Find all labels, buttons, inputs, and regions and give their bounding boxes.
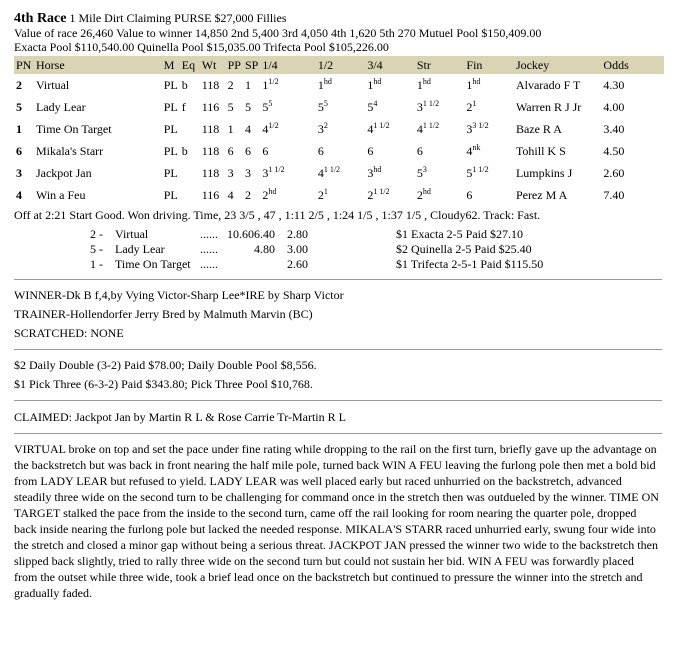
cell-value: 3 [244, 165, 251, 180]
table-cell-pp [226, 74, 243, 96]
daily-double-line: $2 Daily Double (3-2) Paid $78.00; Daily Double Pool $8,556. [14, 358, 317, 372]
cell-value: 6 [262, 143, 269, 158]
exotic-payout: $2 Quinella 2-5 Paid $25.40 [396, 242, 532, 256]
cell-value: Time On Target [35, 121, 112, 136]
trainer-line: TRAINER-Hollendorfer Jerry Bred by Malmuth Marvin (BC) [14, 307, 313, 321]
value-line: Value of race 26,460 Value to winner 14,850 2nd 5,400 3rd 4,050 4th 1,620 5th 270 Mutuel Pool $150,409.00 [14, 26, 542, 40]
column-header: PN [14, 56, 34, 74]
table-cell-str [415, 74, 465, 96]
payout-dots: ...... [200, 242, 218, 256]
payout-pn: 1 - [90, 257, 103, 271]
cell-value: 1 [466, 77, 473, 92]
cell-value: 5 [317, 99, 324, 114]
payout-place: 6.40 [254, 227, 275, 241]
cell-value: Jackpot Jan [35, 165, 92, 180]
table-cell-horse [34, 162, 162, 184]
table-cell-pn [14, 162, 34, 184]
cell-value: Warren R J Jr [515, 99, 582, 114]
table-cell-pn [14, 140, 34, 162]
cell-value: 3 [227, 165, 234, 180]
table-cell-pp [226, 184, 243, 206]
table-cell-eq [180, 96, 200, 118]
claimed-line: CLAIMED: Jackpot Jan by Martin R L & Rose Carrie Tr-Martin R L [14, 410, 346, 424]
cell-value: Tohill K S [515, 143, 566, 158]
table-cell-horse [34, 118, 162, 140]
cell-value: Lady Lear [35, 99, 86, 114]
payout-dots: ...... [200, 227, 218, 241]
margin-superscript: nk [472, 142, 481, 152]
table-cell-q1 [260, 118, 315, 140]
cell-value: 3 [262, 165, 269, 180]
margin-superscript: 2 [323, 120, 328, 130]
table-cell-sp [243, 118, 260, 140]
cell-value: 4.30 [603, 77, 625, 92]
column-header: Odds [601, 56, 664, 74]
cell-value: 5 [227, 99, 234, 114]
table-cell-pn [14, 96, 34, 118]
cell-value: PL [163, 121, 178, 136]
cell-value: 1 [227, 121, 234, 136]
table-cell-wt [200, 118, 226, 140]
column-header: 3/4 [365, 56, 415, 74]
off-time-line: Off at 2:21 Start Good. Won driving. Time, 23 3/5 , 47 , 1:11 2/5 , 1:24 1/5 , 1:37 1/5 , Cloudy62. Track: Fast. [14, 208, 541, 222]
cell-value: 1 [244, 77, 251, 92]
cell-value: 3 [416, 99, 423, 114]
cell-value: 1 [262, 77, 269, 92]
cell-value: 5 [16, 99, 22, 114]
race-title-line [14, 11, 688, 26]
table-cell-horse [34, 96, 162, 118]
margin-superscript: 1 1/2 [373, 120, 390, 130]
table-row [14, 118, 664, 140]
payout-pn: 5 - [90, 242, 103, 256]
table-cell-wt [200, 96, 226, 118]
table-cell-q1 [260, 140, 315, 162]
margin-superscript: hd [422, 76, 431, 86]
table-header-row [14, 56, 664, 74]
table-row [14, 184, 664, 206]
column-header: Jockey [514, 56, 601, 74]
margin-superscript: 1 1/2 [472, 164, 489, 174]
cell-value: 2 [367, 187, 374, 202]
cell-value: b [181, 77, 188, 92]
cell-value: 5 [244, 99, 251, 114]
cell-value: PL [163, 99, 178, 114]
column-header: Str [415, 56, 465, 74]
cell-value: PL [163, 187, 178, 202]
cell-value: 2 [416, 187, 423, 202]
table-cell-sp [243, 140, 260, 162]
cell-value: Win a Feu [35, 187, 86, 202]
margin-superscript: 4 [373, 98, 378, 108]
cell-value: 4 [317, 165, 324, 180]
cell-value: 2 [16, 77, 22, 92]
cell-value: 6 [416, 143, 423, 158]
winner-block [14, 286, 688, 343]
cell-value: 3 [16, 165, 22, 180]
table-cell-q3 [365, 162, 415, 184]
table-row [14, 96, 664, 118]
cell-value: 4.50 [603, 143, 625, 158]
cell-value: b [181, 143, 188, 158]
winner-line: WINNER-Dk B f,4,by Vying Victor-Sharp Lee*IRE by Sharp Victor [14, 288, 344, 302]
cell-value: 5 [262, 99, 269, 114]
table-cell-wt [200, 74, 226, 96]
payout-show: 3.00 [287, 242, 308, 256]
payout-horse: Virtual [115, 227, 149, 241]
cell-value: PL [163, 165, 178, 180]
table-row [14, 140, 664, 162]
table-cell-odds [601, 74, 664, 96]
table-cell-m [162, 118, 180, 140]
table-cell-jockey [514, 96, 601, 118]
pool-line: Exacta Pool $110,540.00 Quinella Pool $15,035.00 Trifecta Pool $105,226.00 [14, 40, 389, 54]
margin-superscript: 5 [268, 98, 273, 108]
table-cell-q3 [365, 118, 415, 140]
table-cell-jockey [514, 140, 601, 162]
cell-value: Lumpkins J [515, 165, 573, 180]
table-cell-q1 [260, 162, 315, 184]
table-cell-pp [226, 140, 243, 162]
table-cell-eq [180, 118, 200, 140]
cell-value: 1 [416, 77, 423, 92]
table-row [14, 162, 664, 184]
table-cell-wt [200, 162, 226, 184]
column-header: Horse [34, 56, 162, 74]
table-cell-jockey [514, 162, 601, 184]
table-cell-pp [226, 118, 243, 140]
margin-superscript: 1 1/2 [373, 186, 390, 196]
margin-superscript: 5 [323, 98, 328, 108]
cell-value: 118 [201, 77, 220, 92]
table-cell-wt [200, 140, 226, 162]
cell-value: 7.40 [603, 187, 625, 202]
cell-value: 6 [244, 143, 251, 158]
table-cell-q3 [365, 184, 415, 206]
divider [14, 279, 662, 280]
table-cell-fin [464, 140, 514, 162]
table-cell-q2 [316, 162, 366, 184]
table-cell-q3 [365, 74, 415, 96]
divider [14, 400, 662, 401]
margin-superscript: hd [373, 164, 382, 174]
table-cell-odds [601, 162, 664, 184]
payout-win: 10.60 [227, 227, 254, 241]
payout-show: 2.80 [287, 227, 308, 241]
margin-superscript: 1 1/2 [268, 164, 285, 174]
cell-value: 6 [367, 143, 374, 158]
cell-value: 118 [201, 165, 220, 180]
divider [14, 433, 662, 434]
column-header: 1/4 [260, 56, 315, 74]
table-cell-fin [464, 118, 514, 140]
cell-value: 3 [466, 121, 473, 136]
margin-superscript: hd [268, 186, 277, 196]
column-header: Eq [180, 56, 200, 74]
table-cell-q2 [316, 184, 366, 206]
exotic-payout: $1 Exacta 2-5 Paid $27.10 [396, 227, 523, 241]
table-cell-str [415, 184, 465, 206]
cell-value: 4 [466, 143, 473, 158]
cell-value: 4 [367, 121, 374, 136]
cell-value: 1 [367, 77, 374, 92]
margin-superscript: 1/2 [268, 76, 279, 86]
mutuel-payouts [14, 227, 688, 273]
cell-value: PL [163, 77, 178, 92]
table-cell-str [415, 118, 465, 140]
margin-superscript: hd [323, 76, 332, 86]
payout-dots: ...... [200, 257, 218, 271]
cell-value: 5 [466, 165, 473, 180]
cell-value: 4 [244, 121, 251, 136]
table-cell-fin [464, 184, 514, 206]
cell-value: 1 [317, 77, 324, 92]
margin-superscript: hd [472, 76, 481, 86]
margin-superscript: 3 [422, 164, 427, 174]
table-cell-horse [34, 184, 162, 206]
table-cell-q2 [316, 118, 366, 140]
table-cell-wt [200, 184, 226, 206]
race-narrative: VIRTUAL broke on top and set the pace under fine rating while dropping to the rail on the first turn, briefly gave up the advantage on the backstretch but was back in front nearing the half mile pole, turned back WIN A FEU leaving the furlong pole then met a bold bid from LADY LEAR but refused to yield. LADY LEAR was well placed early but raced unhurried on the backstretch, advanced steadily three wide on the second turn to be challenging for command once in the stretch then was outdueled by the winner. TIME ON TARGET stalked the pace from the inside to the second turn, came off the rail looking for room nearing the quarter pole, dropped back inside nearing the furlong pole but lacked the needed response. MIKALA'S STARR raced unhurried early, swung four wide into the stretch and closed a minor gap without being a serious threat. JACKPOT JAN pressed the winner two wide to the backstretch then slipped back slightly, tried to rally three wide on the second turn but could not sustain her bid. WIN A FEU was forwardly placed from the outset while three wide, took a brief lead once on the backstretch but continued to pressure the winner into the stretch and gradually faded. [14, 442, 659, 600]
margin-superscript: 1 [323, 186, 328, 196]
table-cell-str [415, 96, 465, 118]
table-cell-eq [180, 74, 200, 96]
race-description: 1 Mile Dirt Claiming PURSE $27,000 Fillies [69, 11, 287, 25]
table-cell-sp [243, 74, 260, 96]
table-cell-pp [226, 162, 243, 184]
cell-value: 4 [16, 187, 22, 202]
cell-value: 2.60 [603, 165, 625, 180]
table-cell-fin [464, 74, 514, 96]
divider [14, 349, 662, 350]
table-cell-q3 [365, 96, 415, 118]
exotic-results [14, 356, 688, 394]
table-cell-fin [464, 162, 514, 184]
table-cell-sp [243, 162, 260, 184]
margin-superscript: 1 1/2 [323, 164, 341, 174]
cell-value: 6 [16, 143, 22, 158]
column-header: Fin [464, 56, 514, 74]
column-header: M [162, 56, 180, 74]
table-cell-eq [180, 162, 200, 184]
table-cell-jockey [514, 184, 601, 206]
column-header: 1/2 [316, 56, 366, 74]
cell-value: 3 [317, 121, 324, 136]
cell-value: f [181, 99, 186, 114]
cell-value: PL [163, 143, 178, 158]
table-cell-fin [464, 96, 514, 118]
cell-value: Mikala's Starr [35, 143, 104, 158]
column-header: PP [226, 56, 243, 74]
cell-value: 2 [227, 77, 234, 92]
cell-value: 6 [466, 187, 473, 202]
column-header: SP [243, 56, 260, 74]
table-cell-pn [14, 184, 34, 206]
table-cell-eq [180, 140, 200, 162]
cell-value: 116 [201, 99, 220, 114]
table-cell-pp [226, 96, 243, 118]
cell-value: 5 [416, 165, 423, 180]
table-cell-q1 [260, 96, 315, 118]
table-cell-q2 [316, 74, 366, 96]
table-cell-m [162, 140, 180, 162]
cell-value: Alvarado F T [515, 77, 581, 92]
margin-superscript: 1 1/2 [422, 98, 440, 108]
table-cell-q2 [316, 96, 366, 118]
table-cell-m [162, 184, 180, 206]
cell-value: Baze R A [515, 121, 562, 136]
cell-value: 3.40 [603, 121, 625, 136]
cell-value: 6 [227, 143, 234, 158]
cell-value: Perez M A [515, 187, 568, 202]
cell-value: 118 [201, 121, 220, 136]
margin-superscript: 1 1/2 [422, 120, 440, 130]
cell-value: 4 [416, 121, 423, 136]
table-cell-eq [180, 184, 200, 206]
table-cell-odds [601, 96, 664, 118]
table-cell-m [162, 162, 180, 184]
cell-value: 1 [16, 121, 22, 136]
cell-value: 4 [262, 121, 269, 136]
pick-three-line: $1 Pick Three (6-3-2) Paid $343.80; Pick Three Pool $10,768. [14, 377, 313, 391]
table-cell-pn [14, 118, 34, 140]
table-cell-q1 [260, 184, 315, 206]
race-number: 4th Race [14, 11, 67, 26]
payout-horse: Time On Target [115, 257, 191, 271]
margin-superscript: hd [373, 76, 382, 86]
cell-value: 4.00 [603, 99, 625, 114]
cell-value: 2 [466, 99, 473, 114]
cell-value: 6 [317, 143, 324, 158]
results-table [14, 56, 664, 206]
table-row [14, 74, 664, 96]
table-cell-horse [34, 140, 162, 162]
table-cell-odds [601, 140, 664, 162]
table-cell-odds [601, 184, 664, 206]
margin-superscript: 3 1/2 [472, 120, 489, 130]
cell-value: 2 [244, 187, 251, 202]
cell-value: 118 [201, 143, 220, 158]
cell-value: 2 [262, 187, 269, 202]
table-cell-q3 [365, 140, 415, 162]
table-cell-m [162, 74, 180, 96]
column-header: Wt [200, 56, 226, 74]
table-cell-jockey [514, 74, 601, 96]
payout-show: 2.60 [287, 257, 308, 271]
margin-superscript: 1 [472, 98, 477, 108]
table-cell-m [162, 96, 180, 118]
table-cell-q1 [260, 74, 315, 96]
cell-value: 5 [367, 99, 374, 114]
payout-place: 4.80 [254, 242, 275, 256]
cell-value: 3 [367, 165, 374, 180]
table-cell-horse [34, 74, 162, 96]
scratched-line: SCRATCHED: NONE [14, 326, 124, 340]
cell-value: 2 [317, 187, 324, 202]
table-cell-str [415, 140, 465, 162]
table-cell-str [415, 162, 465, 184]
table-cell-sp [243, 96, 260, 118]
table-cell-jockey [514, 118, 601, 140]
table-cell-pn [14, 74, 34, 96]
margin-superscript: hd [422, 186, 431, 196]
payout-pn: 2 - [90, 227, 103, 241]
payout-horse: Lady Lear [115, 242, 165, 256]
margin-superscript: 1/2 [268, 120, 279, 130]
table-cell-q2 [316, 140, 366, 162]
exotic-payout: $1 Trifecta 2-5-1 Paid $115.50 [396, 257, 544, 271]
table-cell-sp [243, 184, 260, 206]
cell-value: 116 [201, 187, 220, 202]
cell-value: 4 [227, 187, 234, 202]
table-cell-odds [601, 118, 664, 140]
cell-value: Virtual [35, 77, 70, 92]
